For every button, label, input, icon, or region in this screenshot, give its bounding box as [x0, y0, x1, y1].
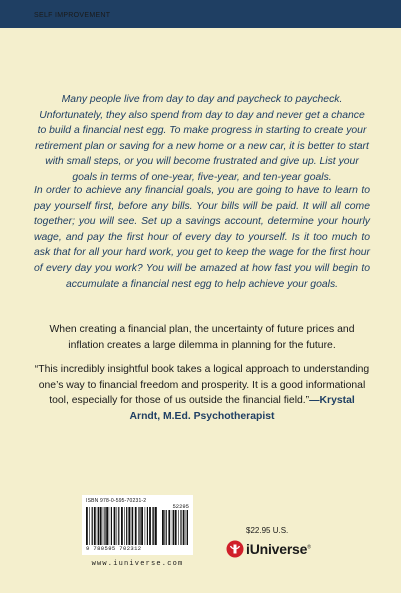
body-paragraph: When creating a financial plan, the uncertainty of future prices and inflation creates a large dilemma in planning for the future.: [49, 324, 355, 351]
publisher-logo: [226, 540, 311, 558]
isbn-label: ISBN 978-0-595-70231-2: [86, 498, 147, 504]
testimonial: [34, 362, 370, 424]
barcode-digits: 9 780595 702312: [86, 545, 142, 552]
price: $22.95 U.S.: [246, 526, 289, 535]
publisher-website: www.iuniverse.com: [91, 560, 184, 568]
testimonial-author: —Krystal Arndt, M.Ed. Psychotherapist: [129, 395, 355, 422]
iuniverse-logo-icon: [226, 540, 244, 558]
barcode-bars-addon: [162, 510, 189, 545]
blurb-paragraph-2: In order to achieve any financial goals, you are going to have to learn to pay yourself first, before any bills. Your bills will be paid. It will all come together; you will see. Set up a savings account, determine your hourly wage, and pay the first hour of every day to yourself. Is it too much to ask that for all your hard work, you get to keep the wage for the first hour of every day you work? You will be amazed at how fast you will begin to accumulate a financial nest egg to help achieve your goals.: [34, 185, 370, 290]
publisher-name: iUniverse®: [246, 541, 311, 557]
barcode-price-code: 52295: [172, 503, 189, 510]
category-label: SELF IMPROVEMENT: [34, 12, 111, 19]
testimonial-text: “This incredibly insightful book takes a logical approach to understanding one’s way to financial freedom and prosperity. It is a good informational tool, especially for those of us outside the financial field.”: [34, 364, 370, 407]
barcode-bars-main: [86, 507, 158, 545]
blurb-paragraph-1: Many people live from day to day and paycheck to paycheck. Unfortunately, they also spend from day to day and never get a chance to build a financial nest egg. To make progress in starting to create your retirement plan or saving for a new home or a new car, it is better to start with small steps, or you will become frustrated and give up. List your goals in terms of one-year, five-year, and ten-year goals.: [35, 94, 369, 183]
barcode: [82, 495, 193, 555]
